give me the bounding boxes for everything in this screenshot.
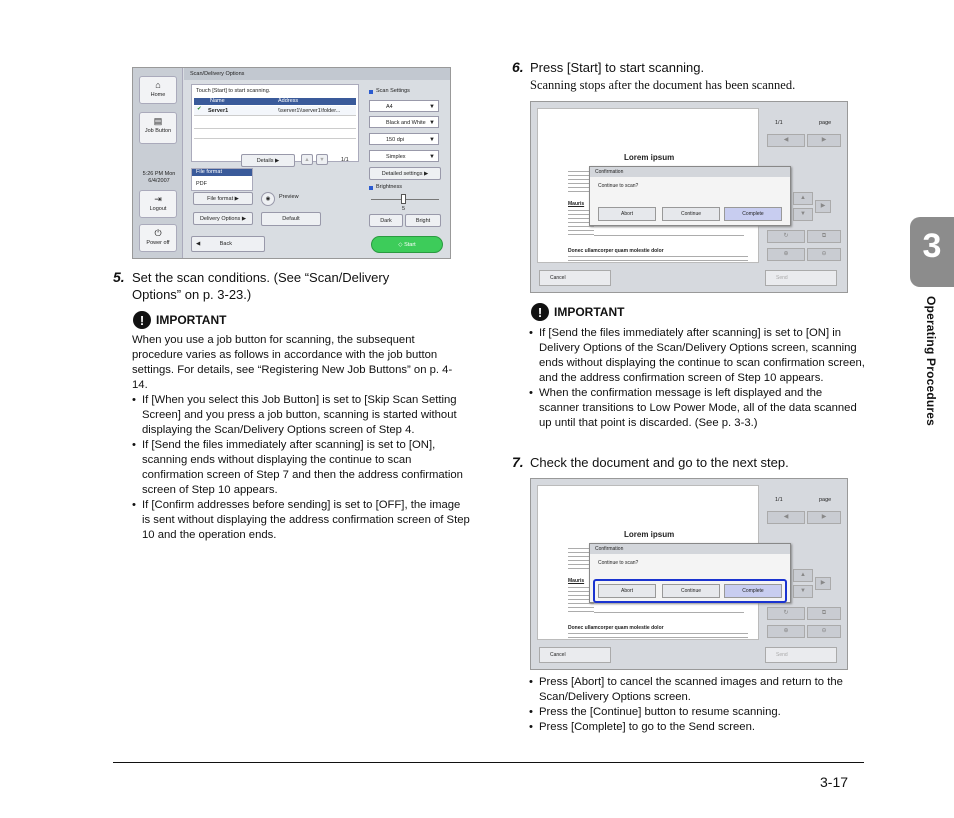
step-6-text: Press [Start] to start scanning.: [530, 60, 705, 75]
default-button[interactable]: [261, 212, 321, 226]
address-header: [194, 98, 356, 105]
confirmation-screenshot-1: [530, 101, 848, 293]
address-row[interactable]: [194, 106, 356, 116]
scan-settings-label: Scan Settings: [376, 88, 410, 94]
continue-button[interactable]: Continue: [662, 584, 720, 598]
lorem-title: Lorem ipsum: [624, 153, 675, 162]
check-icon: ✔: [197, 106, 202, 112]
row-name: Server1: [208, 108, 229, 114]
list-item: • When the confirmation message is left displayed and the scanner transitions to Low Power Mode, all of the data scanned up until that point is discarded. (See p. 3-3.): [529, 386, 865, 431]
delivery-options-label: Delivery Options: [199, 216, 241, 222]
step-7-bullets: [529, 675, 869, 735]
detailed-settings-button[interactable]: Detailed settings ▶: [369, 167, 441, 180]
brightness-label: Brightness: [376, 184, 402, 190]
file-format-btn-label: File format: [207, 196, 234, 202]
cancel-button[interactable]: Cancel: [539, 647, 611, 663]
step-5-bullets: [132, 393, 470, 543]
scroll-down-button[interactable]: ▼: [793, 585, 813, 598]
complete-label: Complete: [742, 211, 764, 217]
zoom-in-icon[interactable]: ⊕: [767, 625, 805, 638]
step-6-bullets: [529, 326, 865, 431]
scroll-down-button[interactable]: ▼: [793, 208, 813, 221]
next-page-button[interactable]: ▶: [807, 511, 841, 524]
list-item: • If [When you select this Job Button] is set to [Skip Scan Setting Screen] and you press a job button, scanning is started without displaying the Scan/Delivery Options screen of Step 4.: [132, 393, 470, 438]
back-button[interactable]: ◀ Back: [191, 236, 265, 252]
touch-text: Touch [Start] to start scanning.: [196, 88, 271, 94]
chapter-label: Operating Procedures: [924, 296, 938, 427]
prev-page-button[interactable]: ◀: [767, 134, 805, 147]
important-heading-1: [133, 311, 226, 329]
text-lines: [568, 631, 748, 639]
scroll-right-button[interactable]: ▶: [815, 577, 831, 590]
resolution-select[interactable]: [369, 133, 439, 145]
power-label: Power off: [146, 240, 170, 246]
divider: [194, 138, 356, 139]
brightness-handle[interactable]: [401, 194, 406, 204]
list-item: • If [Send the files immediately after scanning] is set to [ON], scanning ends without displaying the continue to scan confirmation screen of Step 7 and then the address confirmation screen of Step 10 appears.: [132, 438, 470, 498]
step-7-text: Check the document and go to the next step.: [530, 455, 789, 470]
next-page-button[interactable]: ▶: [807, 134, 841, 147]
scan-delivery-options-screenshot: [132, 67, 451, 259]
dialog-question: Continue to scan?: [598, 560, 639, 566]
details-button[interactable]: Details ▶: [241, 154, 295, 167]
file-format-value: PDF: [196, 181, 207, 187]
footer-rule: [113, 762, 864, 763]
power-icon: ⏻: [154, 228, 162, 238]
text-lines: [568, 254, 748, 262]
color-select[interactable]: [369, 116, 439, 128]
zoom-out-icon[interactable]: ⊖: [807, 625, 841, 638]
zoom-out-icon[interactable]: ⊖: [807, 248, 841, 261]
row-address: \\server1\\server1\folder...: [278, 108, 341, 114]
send-button[interactable]: Send: [765, 647, 837, 663]
dialog-title: Confirmation: [590, 544, 790, 554]
col-address: Address: [278, 98, 299, 104]
prev-page-button[interactable]: ◀: [767, 511, 805, 524]
start-icon: ◇: [398, 242, 403, 248]
brightness-value: 5: [402, 206, 406, 212]
scroll-down-button[interactable]: ▼: [316, 154, 328, 165]
page-number: 3-17: [820, 774, 849, 790]
dialog-question: Continue to scan?: [598, 183, 639, 189]
confirmation-dialog: [589, 543, 791, 603]
list-item: • If [Send the files immediately after scanning] is set to [ON] in Delivery Options of the Scan/Delivery Options screen, scanning ends without displaying the continue to scan confirmation screen, and the address confirmation screen of Step 10 appears.: [529, 326, 865, 386]
exclamation-icon: !: [531, 303, 549, 321]
list-item: • Press [Complete] to go to the Send screen.: [529, 720, 869, 735]
preview-label: Preview: [279, 194, 299, 200]
step-7-number: 7.: [512, 454, 524, 470]
fit-button[interactable]: ⧉: [807, 607, 841, 620]
sides-select[interactable]: [369, 150, 439, 162]
logout-icon: ⇥: [154, 194, 162, 204]
list-item: • Press the [Continue] button to resume scanning.: [529, 705, 869, 720]
bright-button[interactable]: [405, 214, 441, 227]
sides-value: Simplex: [386, 154, 406, 160]
home-icon: ⌂: [155, 80, 161, 90]
size-value: A4: [386, 104, 393, 110]
logout-button[interactable]: [139, 190, 177, 218]
scroll-up-button[interactable]: ▲: [793, 192, 813, 205]
text-lines: [594, 233, 744, 239]
important-heading-2: [531, 303, 624, 321]
text-lines: [594, 610, 744, 616]
back-label: Back: [219, 241, 232, 247]
chapter-number: 3: [922, 227, 942, 265]
divider: [194, 128, 356, 129]
job-label: Job Button: [144, 128, 172, 134]
complete-label: Complete: [742, 588, 764, 594]
home-button[interactable]: [139, 76, 177, 104]
col-name: Name: [210, 98, 225, 104]
address-panel: [191, 84, 359, 162]
exclamation-icon: !: [133, 311, 151, 329]
file-format-button[interactable]: File format ▶: [193, 192, 253, 205]
complete-button[interactable]: [724, 584, 782, 598]
complete-button[interactable]: [724, 207, 782, 221]
step-5-text: Set the scan conditions. (See “Scan/Delivery Options” on p. 3-23.): [132, 270, 390, 302]
scroll-up-button[interactable]: ▲: [301, 154, 313, 165]
continue-button[interactable]: Continue: [662, 207, 720, 221]
color-value: Black and White: [386, 120, 426, 126]
abort-button[interactable]: Abort: [598, 207, 656, 221]
scroll-right-button[interactable]: ▶: [815, 200, 831, 213]
important-label: IMPORTANT: [156, 313, 227, 327]
lorem-title: Lorem ipsum: [624, 530, 675, 539]
step-6-subtext: Scanning stops after the document has been scanned.: [530, 78, 796, 92]
confirmation-screenshot-2: [530, 478, 848, 670]
donec-heading: Donec ullamcorper quam molestie dolor: [568, 248, 664, 254]
zoom-in-icon[interactable]: ⊕: [767, 248, 805, 261]
start-label: Start: [404, 242, 416, 248]
mauris-heading: Mauris: [568, 578, 585, 584]
rotate-button[interactable]: ↻: [767, 607, 805, 620]
confirmation-dialog: [589, 166, 791, 226]
job-button[interactable]: [139, 112, 177, 144]
page-count: 1/1: [775, 120, 783, 126]
fit-button[interactable]: ⧉: [807, 230, 841, 243]
page-count: 1/1: [775, 497, 783, 503]
delivery-options-button[interactable]: Delivery Options ▶: [193, 212, 253, 225]
page-label: page: [819, 120, 832, 126]
abort-button[interactable]: Abort: [598, 584, 656, 598]
page-label: page: [819, 497, 832, 503]
file-format-header: File format: [192, 169, 252, 176]
send-button[interactable]: Send: [765, 270, 837, 286]
resolution-value: 150 dpi: [386, 137, 405, 143]
detailed-settings-label: Detailed settings: [381, 171, 423, 177]
home-label: Home: [150, 92, 166, 98]
power-off-button[interactable]: [139, 224, 177, 252]
page-count: 1/1: [341, 157, 349, 163]
list-item: • If [Confirm addresses before sending] is set to [OFF], the image is sent without displaying the address confirmation screen of Step 10 and the operation ends.: [132, 498, 470, 543]
time-text: 5:26 PM Mon: [142, 171, 176, 177]
rotate-button[interactable]: ↻: [767, 230, 805, 243]
scroll-up-button[interactable]: ▲: [793, 569, 813, 582]
step-5-number: 5.: [113, 269, 125, 285]
details-label: Details: [256, 158, 274, 164]
size-select[interactable]: [369, 100, 439, 112]
clock: [137, 171, 181, 185]
step-6-number: 6.: [512, 59, 524, 75]
scan-settings-marker: [369, 90, 373, 94]
donec-heading: Donec ullamcorper quam molestie dolor: [568, 625, 664, 631]
sidebar: [133, 68, 183, 259]
default-label: Default: [282, 216, 300, 222]
date-text: 6/4/2007: [148, 178, 170, 184]
start-button[interactable]: [371, 236, 443, 253]
bright-label: Bright: [415, 218, 431, 224]
dialog-title: Confirmation: [590, 167, 790, 177]
dark-label: Dark: [380, 218, 392, 224]
preview-toggle[interactable]: ◉: [261, 192, 275, 206]
screen-title: Scan/Delivery Options: [184, 68, 451, 80]
important-label: IMPORTANT: [554, 305, 625, 319]
brightness-marker: [369, 186, 373, 190]
file-format-panel: [191, 168, 253, 191]
chapter-tab: [910, 217, 954, 287]
step-5-intro: When you use a job button for scanning, the subsequent procedure varies as follows in accordance with the job button settings. For details, see “Registering New Job Buttons” on p. 4-14.: [132, 334, 453, 391]
logout-label: Logout: [149, 206, 167, 212]
job-icon: ▤: [153, 116, 163, 126]
mauris-heading: Mauris: [568, 201, 585, 207]
list-item: • Press [Abort] to cancel the scanned images and return to the Scan/Delivery Options screen.: [529, 675, 869, 705]
cancel-button[interactable]: Cancel: [539, 270, 611, 286]
dark-button[interactable]: [369, 214, 403, 227]
